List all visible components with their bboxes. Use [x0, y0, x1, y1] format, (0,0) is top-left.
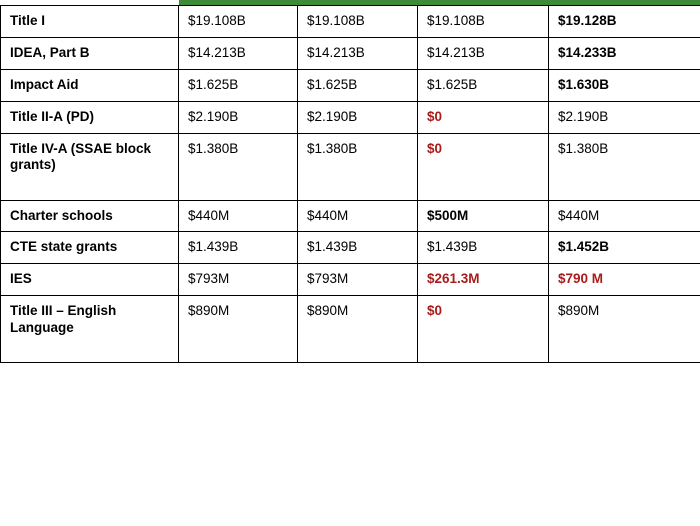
row-value: $14.213B — [179, 37, 298, 69]
row-value: $1.380B — [298, 133, 418, 200]
row-value: $1.452B — [549, 232, 700, 264]
row-value: $2.190B — [298, 101, 418, 133]
table-row — [1, 264, 700, 296]
table-row — [1, 133, 700, 200]
row-value: $14.233B — [549, 37, 700, 69]
row-value: $793M — [179, 264, 298, 296]
row-value: $19.128B — [549, 6, 700, 38]
row-value: $1.439B — [298, 232, 418, 264]
row-value: $19.108B — [298, 6, 418, 38]
row-value: $1.380B — [179, 133, 298, 200]
row-value: $890M — [549, 296, 700, 363]
row-value: $1.380B — [549, 133, 700, 200]
row-label: Title II-A (PD) — [1, 101, 179, 133]
row-value: $2.190B — [179, 101, 298, 133]
row-value: $1.439B — [179, 232, 298, 264]
row-value: $890M — [179, 296, 298, 363]
row-value: $0 — [418, 296, 549, 363]
row-value: $2.190B — [549, 101, 700, 133]
table-row — [1, 6, 700, 38]
row-value: $500M — [418, 200, 549, 232]
table-row — [1, 37, 700, 69]
row-label: Title III – English Language — [1, 296, 179, 363]
row-label: Impact Aid — [1, 69, 179, 101]
row-value: $793M — [298, 264, 418, 296]
row-value: $0 — [418, 101, 549, 133]
row-value: $0 — [418, 133, 549, 200]
table-row — [1, 101, 700, 133]
row-value: $14.213B — [418, 37, 549, 69]
table-row — [1, 69, 700, 101]
row-value: $261.3M — [418, 264, 549, 296]
row-value: $19.108B — [179, 6, 298, 38]
table-row — [1, 232, 700, 264]
row-value: $14.213B — [298, 37, 418, 69]
row-label: Title I — [1, 6, 179, 38]
row-value: $1.625B — [418, 69, 549, 101]
row-value: $790 M — [549, 264, 700, 296]
row-value: $440M — [549, 200, 700, 232]
row-label: CTE state grants — [1, 232, 179, 264]
table-row — [1, 296, 700, 363]
row-value: $890M — [298, 296, 418, 363]
row-value: $1.625B — [179, 69, 298, 101]
row-value: $1.630B — [549, 69, 700, 101]
row-label: Title IV-A (SSAE block grants) — [1, 133, 179, 200]
row-label: IDEA, Part B — [1, 37, 179, 69]
row-label: Charter schools — [1, 200, 179, 232]
row-label: IES — [1, 264, 179, 296]
row-value: $1.625B — [298, 69, 418, 101]
row-value: $19.108B — [418, 6, 549, 38]
row-value: $1.439B — [418, 232, 549, 264]
row-value: $440M — [179, 200, 298, 232]
table-row — [1, 200, 700, 232]
row-value: $440M — [298, 200, 418, 232]
